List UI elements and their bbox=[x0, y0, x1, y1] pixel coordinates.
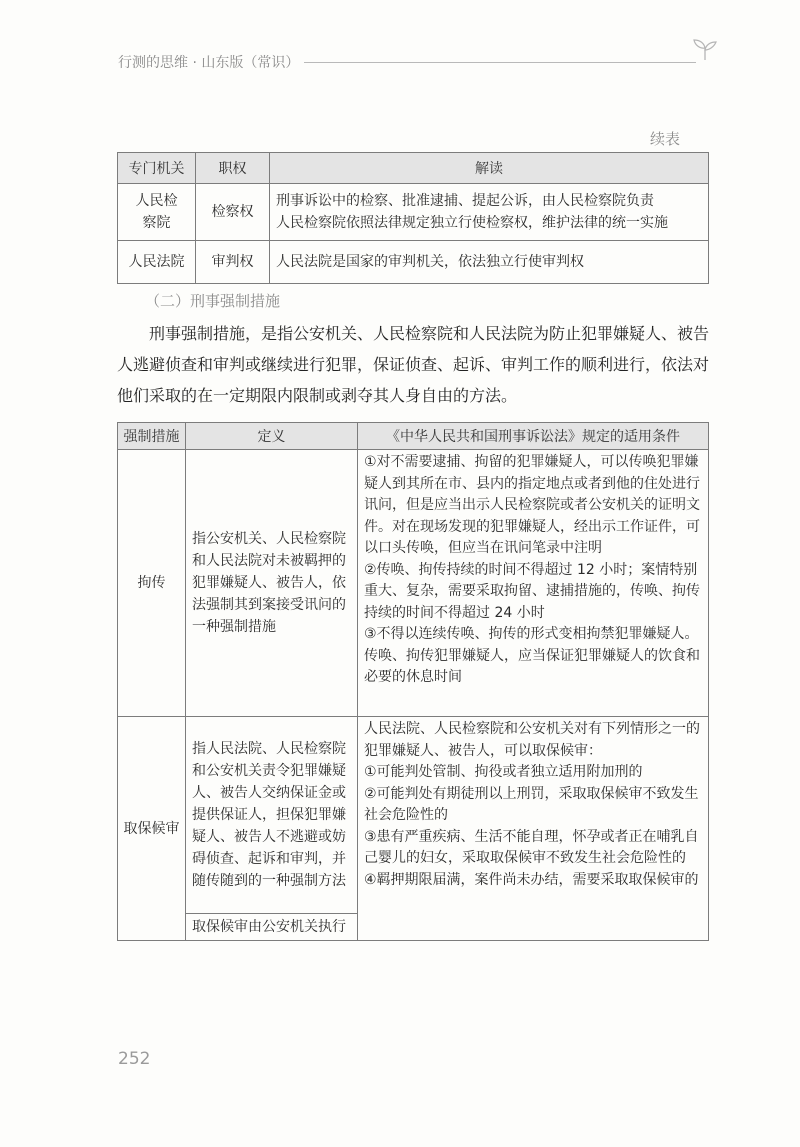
column-header: 解读 bbox=[270, 153, 709, 184]
header-rule bbox=[304, 62, 696, 63]
organ-cell: 人民检察院 bbox=[118, 184, 196, 241]
column-header: 《中华人民共和国刑事诉讼法》规定的适用条件 bbox=[358, 423, 709, 450]
page-header bbox=[118, 50, 718, 74]
organ-power-table bbox=[117, 152, 709, 284]
condition-item: ④羁押期限届满，案件尚未办结，需要采取取保候审的 bbox=[364, 871, 699, 888]
description-line: 人民检察院依照法律规定独立行使检察权，维护法律的统一实施 bbox=[276, 215, 668, 231]
measure-cell: 取保候审 bbox=[118, 717, 186, 941]
table-header-row bbox=[118, 153, 709, 184]
continuation-label: 续表 bbox=[649, 130, 680, 148]
table-row bbox=[118, 450, 709, 717]
table-row bbox=[118, 241, 709, 284]
table-row bbox=[118, 184, 709, 241]
power-cell: 检察权 bbox=[196, 184, 270, 241]
description-line: 人民法院是国家的审判机关，依法独立行使审判权 bbox=[276, 254, 584, 270]
condition-item: ③不得以连续传唤、拘传的形式变相拘禁犯罪嫌疑人。传唤、拘传犯罪嫌疑人，应当保证犯罪嫌疑人的饮食和必要的休息时间 bbox=[364, 626, 700, 685]
definition-cell: 指公安机关、人民检察院和人民法院对未被羁押的犯罪嫌疑人、被告人，依法强制其到案接受讯问的一种强制措施 bbox=[186, 450, 358, 717]
column-header: 强制措施 bbox=[118, 423, 186, 450]
condition-item: ①可能判处管制、拘役或者独立适用附加刑的 bbox=[364, 764, 643, 780]
executor-cell: 取保候审由公安机关执行 bbox=[186, 914, 358, 941]
condition-item: ③患有严重疾病、生活不能自理，怀孕或者正在哺乳自己婴儿的妇女，采取取保候审不致发生社会危险性的 bbox=[364, 828, 699, 866]
body-paragraph: 刑事强制措施，是指公安机关、人民检察院和人民法院为防止犯罪嫌疑人、被告人逃避侦查和审判或继续进行犯罪，保证侦查、起诉、审判工作的顺利进行，依法对他们采取的在一定期限内限制或剥夺其人身自由的方法。 bbox=[117, 324, 710, 405]
condition-item: ②可能判处有期徒刑以上刑罚，采取取保候审不致发生社会危险性的 bbox=[364, 785, 699, 823]
definition-cell: 指人民法院、人民检察院和公安机关责令犯罪嫌疑人、被告人交纳保证金或提供保证人，担保犯罪嫌疑人、被告人不逃避或妨碍侦查、起诉和审判，并随传随到的一种强制方法 bbox=[186, 717, 358, 914]
description-cell bbox=[270, 184, 709, 241]
section-heading: （二）刑事强制措施 bbox=[145, 292, 281, 310]
page-number: 252 bbox=[118, 1049, 151, 1069]
table-row bbox=[118, 717, 709, 914]
measure-cell: 拘传 bbox=[118, 450, 186, 717]
column-header: 专门机关 bbox=[118, 153, 196, 184]
book-title: 行测的思维 · 山东版（常识） bbox=[118, 55, 300, 71]
table-header-row bbox=[118, 423, 709, 450]
description-cell bbox=[270, 241, 709, 284]
column-header: 职权 bbox=[196, 153, 270, 184]
conditions-cell bbox=[358, 450, 709, 717]
power-cell: 审判权 bbox=[196, 241, 270, 284]
description-line: 刑事诉讼中的检察、批准逮捕、提起公诉，由人民检察院负责 bbox=[276, 193, 654, 209]
conditions-cell bbox=[358, 717, 709, 941]
condition-item: ①对不需要逮捕、拘留的犯罪嫌疑人，可以传唤犯罪嫌疑人到其所在市、县内的指定地点或者到他的住处进行讯问，但是应当出示人民检察院或者公安机关的证明文件。对在现场发现的犯罪嫌疑人，经出示工作证件，可以口头传唤，但应当在讯问笔录中注明 bbox=[364, 454, 700, 556]
leaf-icon bbox=[692, 38, 718, 62]
condition-item: 人民法院、人民检察院和公安机关对有下列情形之一的犯罪嫌疑人、被告人，可以取保候审： bbox=[364, 721, 700, 759]
condition-item: ②传唤、拘传持续的时间不得超过 12 小时；案情特别重大、复杂，需要采取拘留、逮捕措施的，传唤、拘传持续的时间不得超过 24 小时 bbox=[364, 561, 700, 621]
coercive-measures-table bbox=[117, 422, 709, 941]
column-header: 定义 bbox=[186, 423, 358, 450]
organ-cell: 人民法院 bbox=[118, 241, 196, 284]
